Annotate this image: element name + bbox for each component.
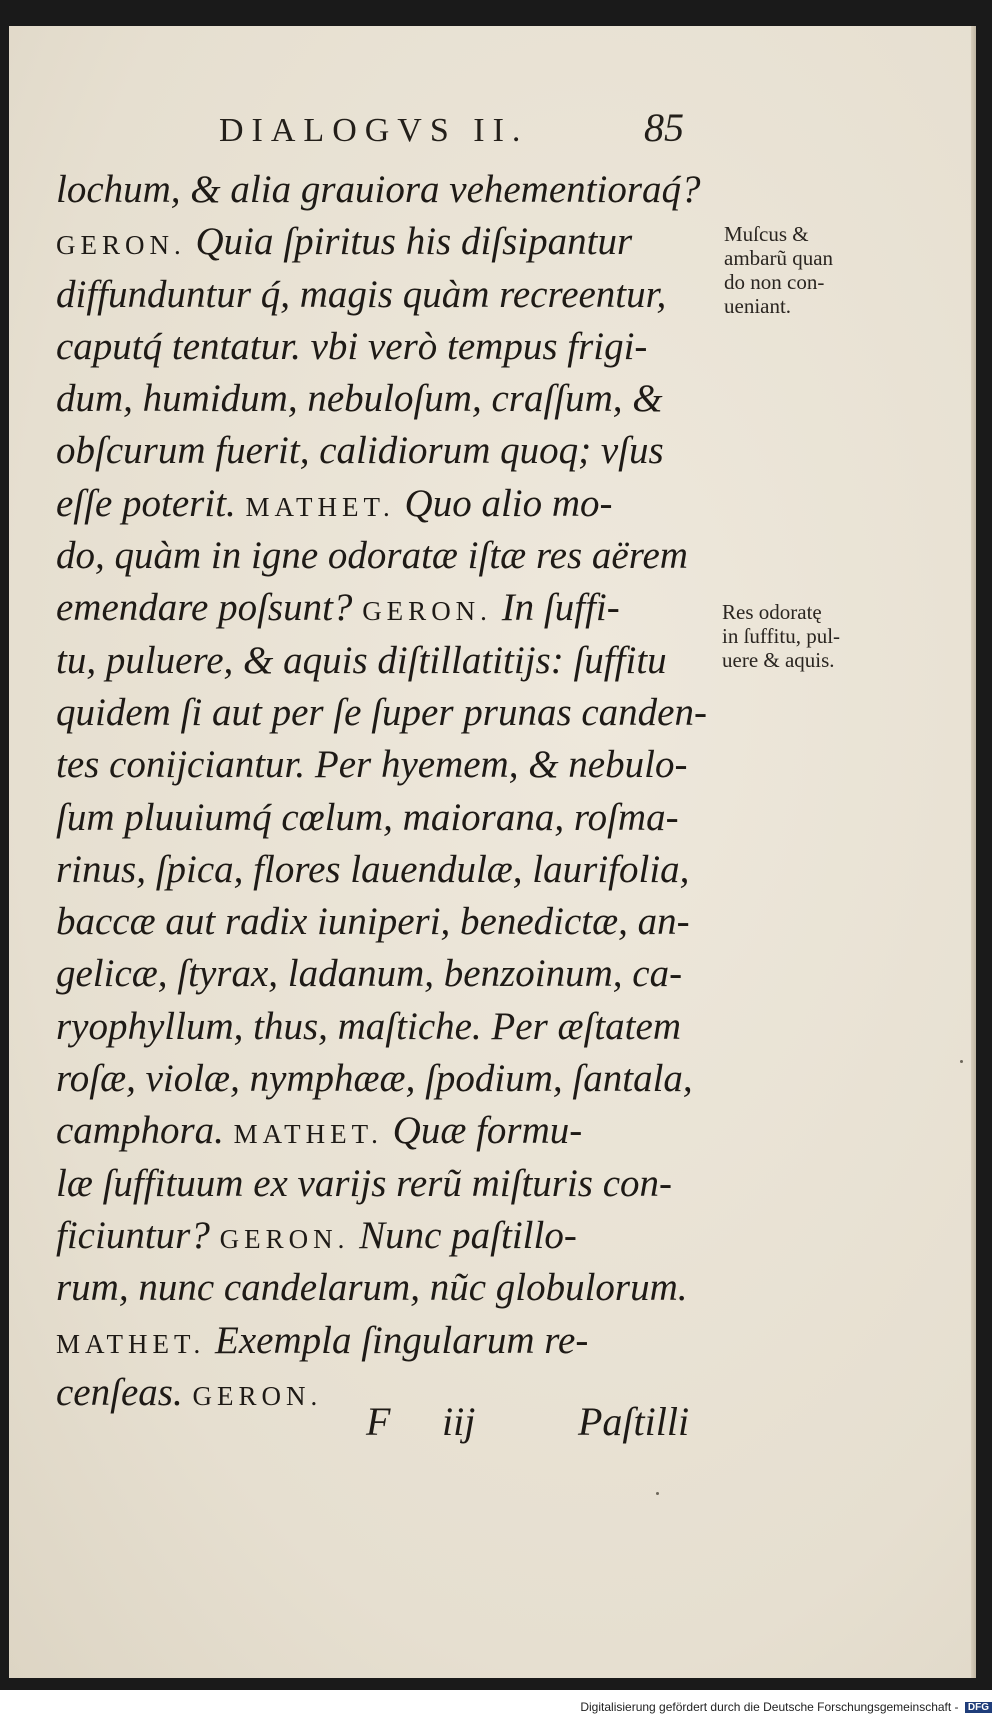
text-segment: læ ſuffituum ex varijs rerũ miſturis con-: [56, 1161, 673, 1205]
speaker-name: MATHET.: [233, 1119, 383, 1150]
marginal-note-line: ueniant.: [724, 294, 792, 318]
text-line: [56, 739, 706, 791]
marginal-note-line: ambarũ quan: [724, 246, 834, 270]
speaker-name: GERON.: [192, 1380, 323, 1411]
text-line: [56, 1262, 706, 1314]
text-segment: Quo alio mo-: [394, 481, 613, 525]
text-segment: camphora.: [56, 1109, 234, 1153]
text-line: [56, 1210, 706, 1262]
speaker-name: GERON.: [219, 1223, 350, 1254]
text-line: [56, 321, 706, 373]
text-line: [56, 948, 706, 1000]
text-line: [56, 635, 706, 687]
text-line: [56, 216, 706, 268]
page-number: 85: [644, 105, 684, 150]
text-segment: Quæ formu-: [382, 1109, 583, 1153]
text-line: [56, 530, 706, 582]
text-segment: ſum pluuiumq́ cœlum, maiorana, roſma-: [56, 795, 679, 839]
marginal-note-line: Muſcus &: [724, 222, 809, 246]
running-title: DIALOGVS II.: [219, 112, 529, 149]
text-segment: lochum, & alia grauiora vehementioraq́?: [56, 168, 701, 211]
text-line: [56, 1053, 706, 1105]
text-line: [56, 1105, 706, 1157]
marginal-note-line: Res odoratę: [722, 600, 822, 624]
text-line: [56, 792, 706, 844]
text-segment: rinus, ſpica, flores lauendulæ, laurifolia,: [56, 847, 690, 891]
speaker-name: MATHET.: [56, 1328, 206, 1359]
text-segment: ficiuntur?: [56, 1213, 220, 1257]
text-line: [56, 425, 706, 477]
paper-speck: [960, 1060, 963, 1063]
text-line: [56, 1158, 706, 1210]
page-edge: [971, 26, 976, 1678]
signature-letter: F: [366, 1399, 391, 1444]
paper-speck: [656, 1492, 659, 1495]
text-segment: baccæ aut radix iuniperi, benedictæ, an-: [56, 900, 690, 944]
marginal-note-line: in ſuffitu, pul-: [722, 624, 841, 648]
marginal-note-line: uere & aquis.: [722, 648, 835, 672]
text-segment: rum, nunc candelarum, nũc globulorum.: [56, 1266, 688, 1310]
text-line: [56, 478, 706, 530]
speaker-name: MATHET.: [245, 491, 395, 522]
credit-text: Digitalisierung gefördert durch die Deutsche Forschungsgemeinschaft -: [580, 1700, 959, 1714]
text-line: [56, 896, 706, 948]
text-line: [56, 373, 706, 425]
text-line: [56, 1315, 706, 1367]
text-segment: dum, humidum, nebuloſum, craſſum, &: [56, 377, 663, 421]
text-segment: Nunc paſtillo-: [349, 1213, 577, 1257]
catchword: Paſtilli: [578, 1399, 690, 1444]
text-segment: emendare poſsunt?: [56, 586, 363, 630]
signature-number: iij: [442, 1399, 476, 1444]
text-segment: Exempla ſingularum re-: [205, 1318, 589, 1362]
speaker-name: GERON.: [362, 596, 492, 627]
text-segment: obſcurum fuerit, calidiorum quoq; vſus: [56, 429, 664, 473]
text-segment: gelicæ, ſtyrax, ladanum, benzoinum, ca-: [56, 952, 683, 996]
text-line: [56, 687, 706, 739]
text-segment: ryophyllum, thus, maſtiche. Per æſtatem: [56, 1004, 681, 1048]
text-segment: Quia ſpiritus his diſsipantur: [185, 220, 633, 264]
text-segment: In ſuffi-: [491, 586, 620, 630]
text-line: [56, 1001, 706, 1053]
digitization-credit: [580, 1700, 992, 1714]
marginal-note-fragrant-things: [722, 600, 840, 672]
text-segment: cenſeas.: [56, 1370, 193, 1414]
text-segment: diffunduntur q́, magis quàm recreentur,: [56, 272, 667, 316]
text-line: [56, 164, 706, 216]
marginal-note-musk: [724, 222, 833, 318]
text-segment: quidem ſi aut per ſe ſuper prunas canden-: [56, 690, 707, 734]
text-segment: do, quàm in igne odoratæ iſtæ res aërem: [56, 534, 688, 578]
text-segment: caputq́ tentatur. vbi verò tempus frigi-: [56, 324, 648, 368]
text-segment: eſſe poterit.: [56, 481, 246, 525]
text-segment: tes conijciantur. Per hyemem, & nebulo-: [56, 743, 688, 787]
marginal-note-line: do non con-: [724, 270, 825, 294]
text-segment: roſæ, violæ, nymphææ, ſpodium, ſantala,: [56, 1057, 693, 1101]
text-segment: tu, puluere, & aquis diſtillatitijs: ſuffitu: [56, 638, 667, 682]
main-text: [56, 164, 706, 1419]
dfg-logo: DFG: [965, 1702, 992, 1713]
text-line: [56, 844, 706, 896]
text-line: [56, 269, 706, 321]
speaker-name: GERON.: [56, 230, 186, 261]
text-line: [56, 582, 706, 634]
